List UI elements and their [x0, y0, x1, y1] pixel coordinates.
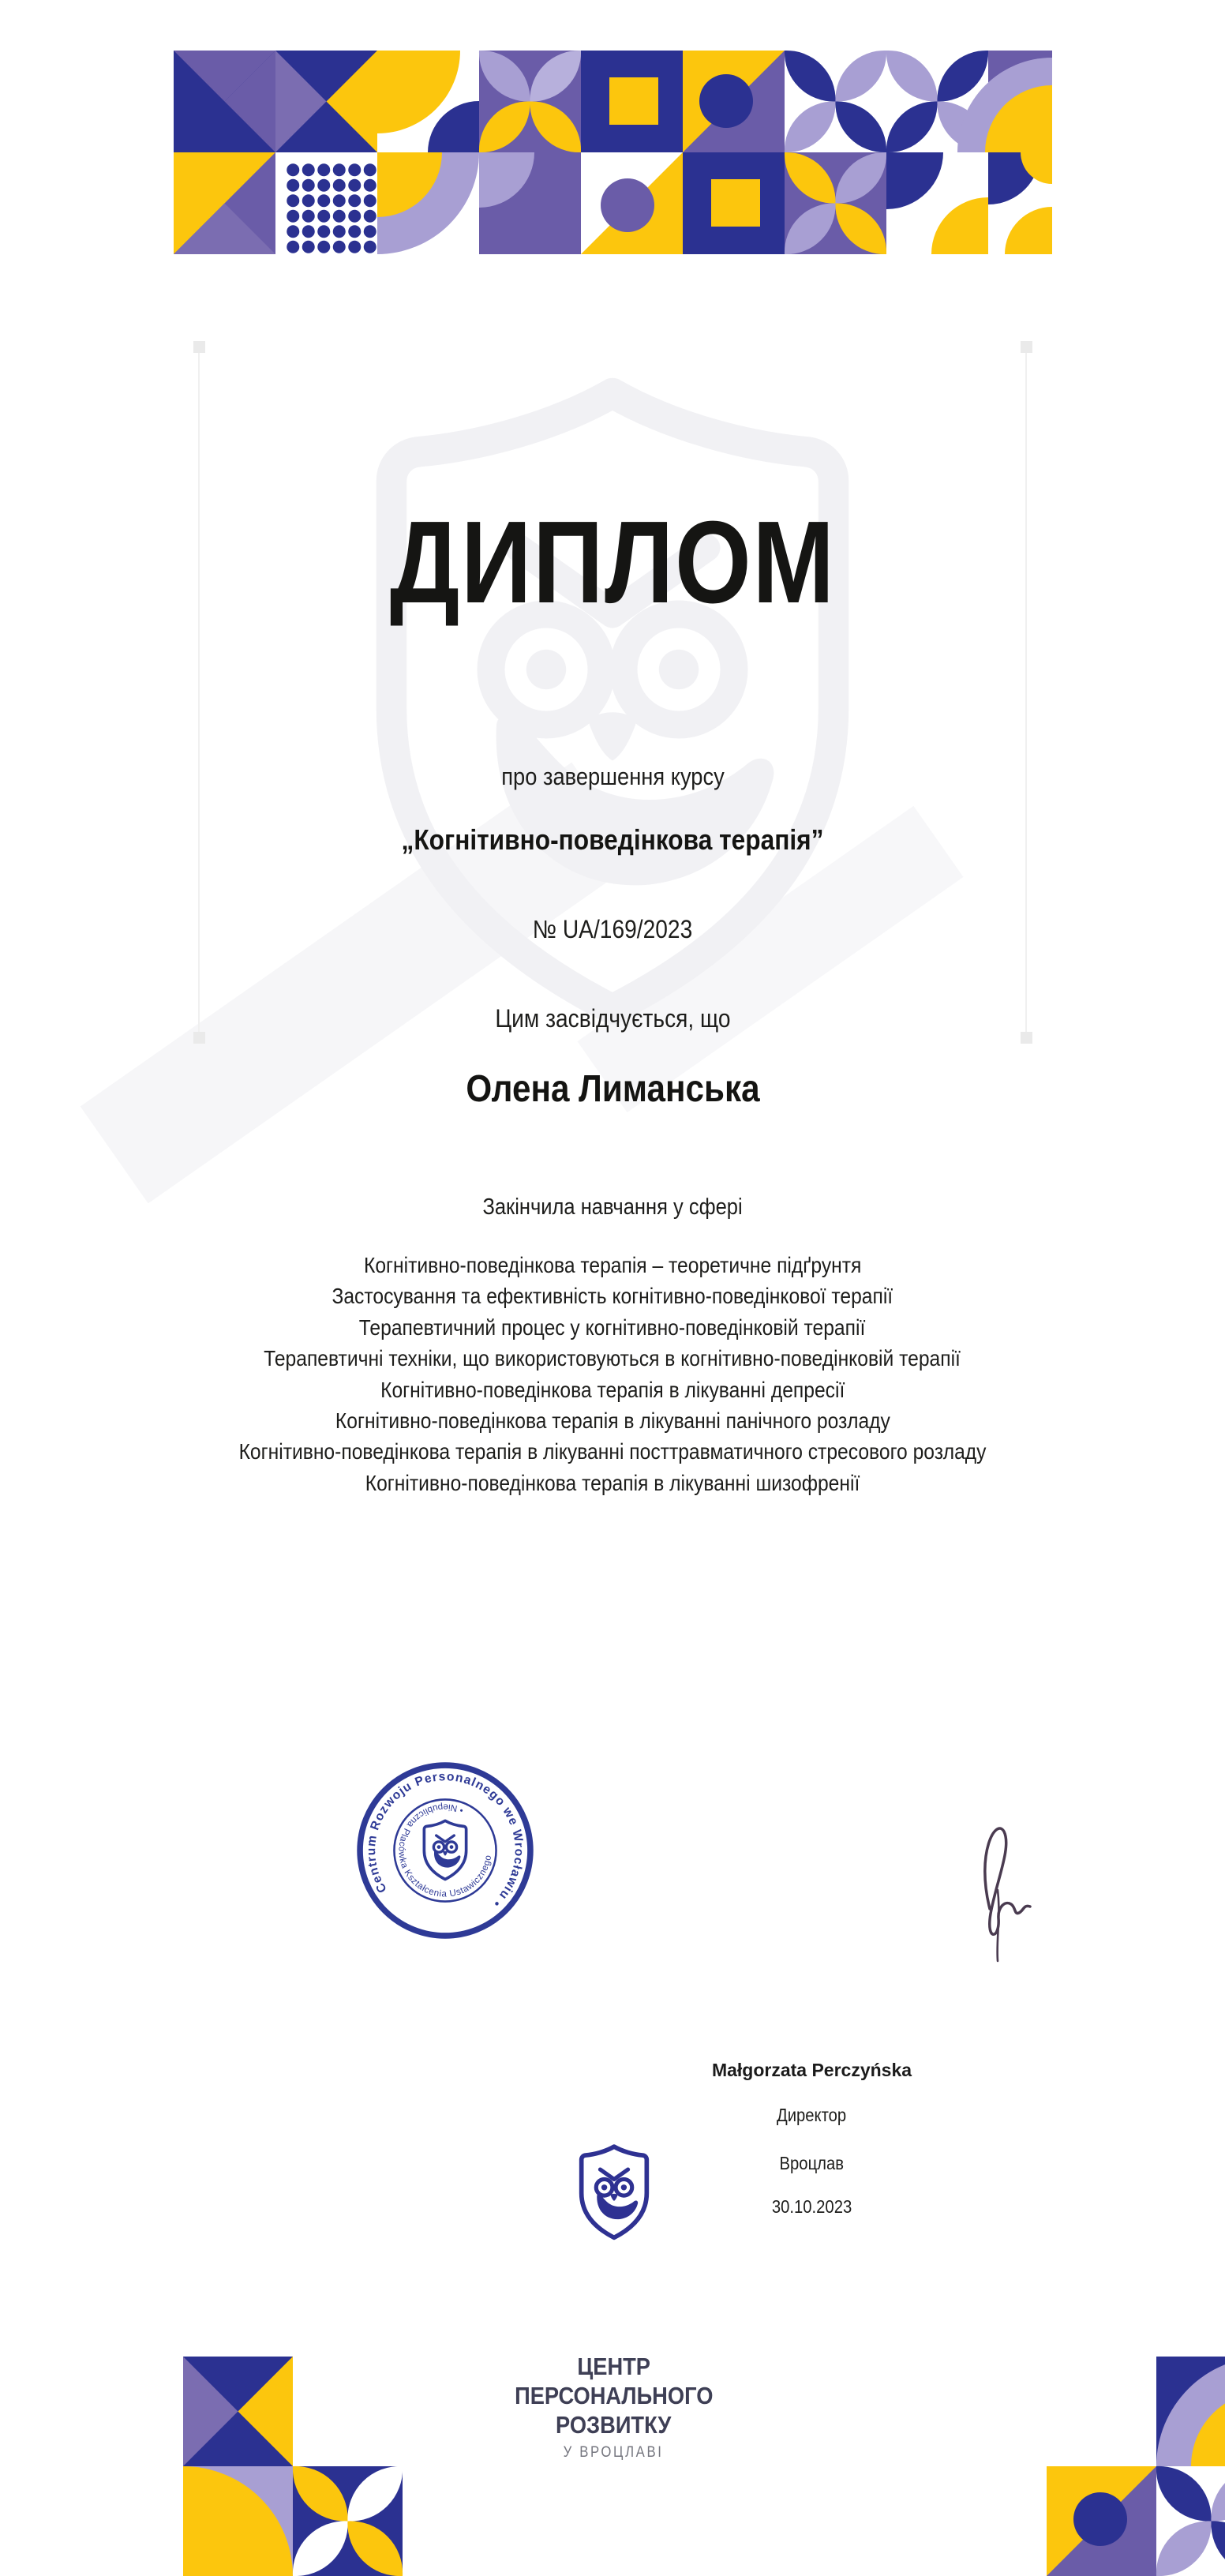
institution-seal [354, 1759, 537, 1942]
recipient-name: Олена Лиманська [465, 1068, 760, 1110]
frame-corner-mark [193, 1032, 205, 1044]
topic-line: Когнітивно-поведінкова терапія в лікуванні депресії [380, 1377, 845, 1402]
course-title: „Когнітивно-поведінкова терапія” [401, 823, 824, 856]
frame-corner-mark [1021, 341, 1032, 353]
issuer-name-line: ПЕРСОНАЛЬНОГО [514, 2382, 714, 2410]
frame-corner-mark [193, 341, 205, 353]
issuer-logo-name [456, 2352, 772, 2462]
certificate-title [123, 497, 1103, 628]
decorative-banner [174, 51, 1052, 253]
certificate-subtitle: про завершення курсу [500, 763, 725, 790]
topic-line: Терапевтичний процес у когнітивно-поведінковій терапії [359, 1314, 866, 1340]
issuer-name-line: ЦЕНТР [577, 2353, 650, 2381]
issuer-location: У ВРОЦЛАВІ [564, 2444, 664, 2462]
topic-line: Когнітивно-поведінкова терапія в лікуванні панічного розладу [335, 1408, 890, 1433]
certify-statement: Цим засвідчується, що [494, 1004, 731, 1033]
topic-line: Когнітивно-поведінкова терапія в лікуванні посттравматичного стресового розладу [238, 1439, 987, 1464]
completion-intro: Закінчила навчання у сфері [482, 1194, 743, 1220]
topic-line: Терапевтичні техніки, що використовуються в когнітивно-поведінковій терапії [264, 1346, 961, 1371]
corner-decoration-left [183, 2357, 403, 2576]
signature-stroke [941, 1814, 1059, 1964]
certificate-number: № UA/169/2023 [532, 915, 693, 943]
seal-owl-shield-icon [424, 1820, 466, 1879]
topic-line: Когнітивно-поведінкова терапія – теоретичне підґрунтя [363, 1253, 862, 1277]
corner-decoration-right [1047, 2357, 1225, 2576]
seal-inner-ring-text: • Niepubliczna Placówka Kształcenia Ustawicznego [395, 1802, 493, 1899]
issue-city: Вроцлав [779, 2153, 845, 2174]
issue-date: 30.10.2023 [771, 2196, 852, 2218]
certificate-page [123, 0, 1103, 2462]
issuer-logo-owl-shield-icon [573, 2143, 655, 2241]
topic-line: Застосування та ефективність когнітивно-поведінкової терапії [332, 1284, 893, 1309]
topic-line: Когнітивно-поведінкова терапія в лікуванні шизофренії [365, 1470, 860, 1495]
seal-ring-text: Centrum Rozwoju Personalnego we Wrocławiu • [364, 1770, 526, 1910]
frame-corner-mark [1021, 1032, 1032, 1044]
issuer-name-line: РОЗВИТКУ [556, 2411, 672, 2439]
signer-name: Małgorzata Perczyńska [711, 2060, 912, 2081]
topics-list [123, 1250, 1103, 1498]
signer-title: Директор [777, 2105, 847, 2126]
certificate-title-text: ДИПЛОМ [389, 497, 836, 628]
